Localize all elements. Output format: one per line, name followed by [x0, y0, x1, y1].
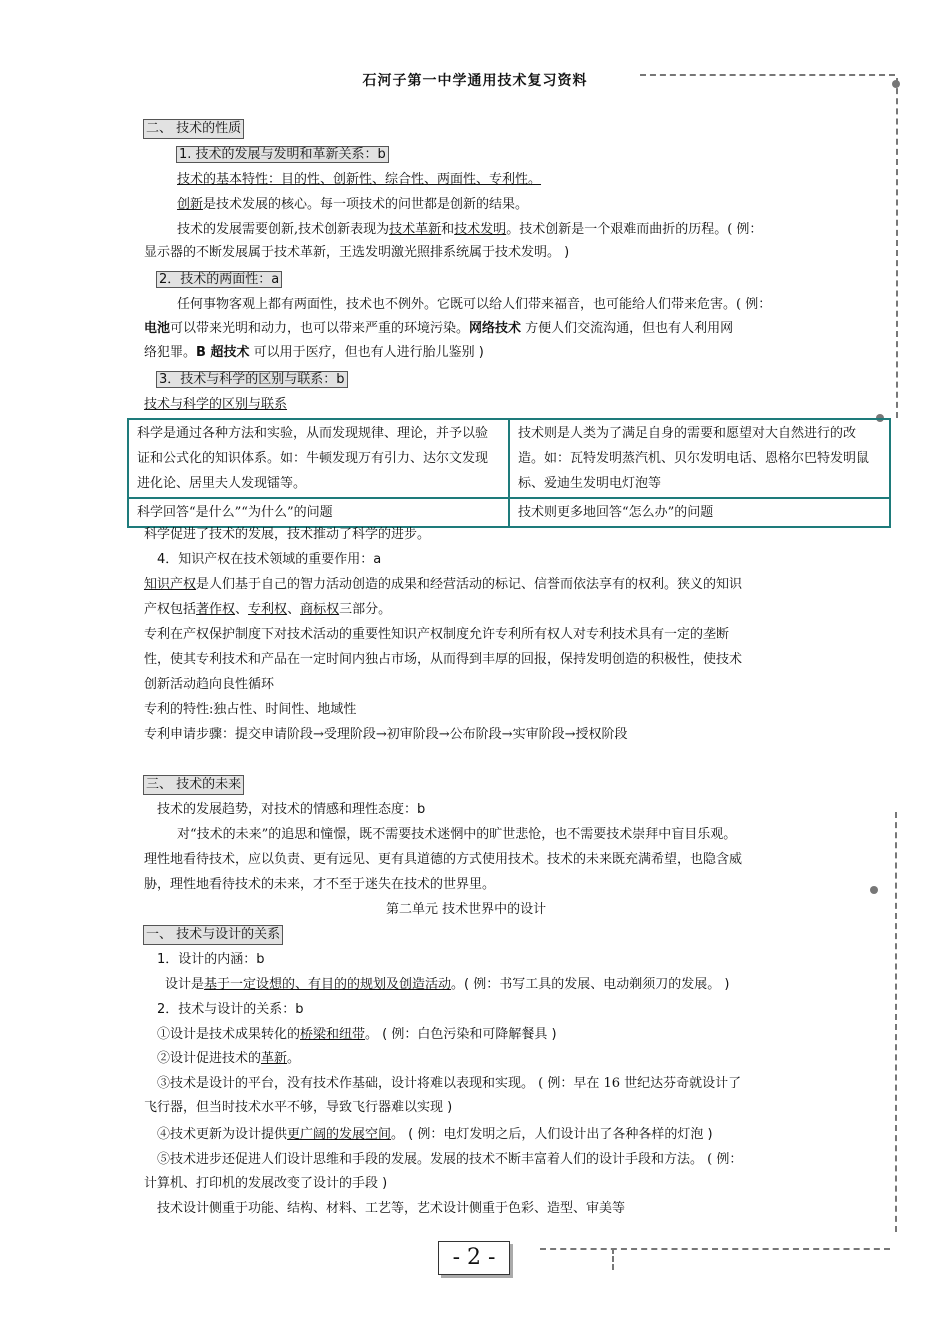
text: 是人们基于自己的智力活动创造的成果和经营活动的标记、信誉而依法享有的权利。狭义的知识 [196, 577, 743, 592]
page-title: 石河子第一中学通用技术复习资料 [362, 73, 588, 89]
section-heading: 一、 技术与设计的关系 [146, 927, 281, 942]
text: 方便人们交流沟通，但也有人利用网 [521, 321, 734, 336]
frame-right-top-line [896, 78, 898, 418]
subheading: 1．设计的内涵：b [157, 952, 265, 967]
paragraph: 专利的特性:独占性、时间性、地域性 [144, 702, 357, 717]
paragraph: 性，使其专利技术和产品在一定时间内独占市场，从而得到丰厚的回报，保持发明创造的积极性，使技术 [144, 652, 743, 667]
text: 技术的发展需要创新,技术创新表现为 [177, 222, 390, 237]
text: ①设计是技术成果转化的 [157, 1027, 301, 1042]
paragraph [177, 196, 528, 214]
paragraph: 显示器的不断发展属于技术革新，王选发明激光照排系统属于技术发明。 ) [144, 245, 570, 260]
frame-left-line [612, 1248, 614, 1270]
text: 可以带来光明和动力，也可以带来严重的环境污染。 [170, 321, 470, 336]
paragraph [144, 601, 391, 619]
unit-title: 第二单元 技术世界中的设计 [386, 902, 547, 917]
page-number: - 2 - [438, 1241, 510, 1275]
text: 、 [235, 602, 249, 617]
subheading [157, 271, 281, 289]
paragraph [165, 976, 729, 994]
subheading: 2．技术与设计的关系：b [157, 1002, 304, 1017]
paragraph [157, 1126, 713, 1144]
text: 络犯罪。 [144, 345, 197, 360]
subheading: 4．知识产权在技术领域的重要作用：a [157, 552, 382, 567]
subheading-text: 3．技术与科学的区别与联系：b [159, 372, 345, 387]
text: 设计是 [165, 977, 205, 992]
keyword: 技术发明 [454, 222, 507, 237]
subheading [157, 371, 347, 389]
table-row [128, 419, 890, 498]
text: 可以用于医疗，但也有人进行胎儿鉴别 ) [249, 345, 484, 360]
paragraph [177, 221, 762, 239]
text: ②设计促进技术的 [157, 1051, 262, 1066]
paragraph: 胁，理性地看待技术的未来，才不至于迷失在技术的世界里。 [144, 877, 496, 892]
text: 三部分。 [339, 602, 392, 617]
frame-right-bottom-line [895, 812, 897, 1232]
paragraph [157, 1050, 300, 1068]
keyword: 著作权 [196, 602, 236, 617]
keyword: 更广阔的发展空间 [287, 1127, 392, 1142]
keyword: 知识产权 [144, 577, 197, 592]
paragraph: 任何事物客观上都有两面性，技术也不例外。它既可以给人们带来福音，也可能给人们带来危害。( 例： [177, 297, 772, 312]
paragraph: 对“技术的未来”的追思和憧憬，既不需要技术迷惘中的旷世悲怆，也不需要技术崇拜中盲目乐观。 [177, 827, 737, 842]
comparison-table [127, 418, 891, 528]
subheading-text: 2．技术的两面性：a [159, 272, 280, 287]
paragraph: 飞行器，但当时技术水平不够，导致飞行器难以实现 ) [144, 1100, 453, 1115]
section-heading: 二、 技术的性质 [146, 121, 242, 136]
paragraph: 创新活动趋向良性循环 [144, 677, 275, 692]
subheading: 技术的发展趋势，对技术的情感和理性态度：b [157, 802, 426, 817]
text: 、 [287, 602, 301, 617]
table-cell: 科学是通过各种方法和实验，从而发现规律、理论，并予以验证和公式化的知识体系。如：牛顿发现万有引力、达尔文发现进化论、居里夫人发现镭等。 [128, 419, 509, 498]
paragraph [144, 344, 484, 362]
subheading [177, 146, 388, 164]
table-row [128, 498, 890, 527]
text: 。技术创新是一个艰难而曲折的历程。( 例： [506, 222, 763, 237]
table-caption: 技术与科学的区别与联系 [144, 397, 288, 412]
keyword: 桥梁和纽带 [300, 1027, 366, 1042]
paragraph: 技术设计侧重于功能、结构、材料、工艺等，艺术设计侧重于色彩、造型、审美等 [157, 1201, 626, 1216]
table-cell: 技术则更多地回答“怎么办”的问题 [509, 498, 890, 527]
keyword: 技术革新 [389, 222, 442, 237]
text: 和 [441, 222, 455, 237]
keyword: B 超技术 [196, 345, 250, 360]
paragraph: 科学促进了技术的发展，技术推动了科学的进步。 [144, 527, 431, 542]
text: 。( 例：书写工具的发展、电动剃须刀的发展。 ) [451, 977, 730, 992]
paragraph: 专利在产权保护制度下对技术活动的重要性知识产权制度允许专利所有权人对专利技术具有一定的垄断 [144, 627, 730, 642]
paragraph [157, 1026, 557, 1044]
paragraph: 技术的基本特性：目的性、创新性、综合性、两面性、专利性。 [177, 172, 542, 187]
table-cell: 技术则是人类为了满足自身的需要和愿望对大自然进行的改造。如：瓦特发明蒸汽机、贝尔发明电话、恩格尔巴特发明鼠标、爱迪生发明电灯泡等 [509, 419, 890, 498]
paragraph: ③技术是设计的平台，没有技术作基础，设计将难以表现和实现。 ( 例：早在 16 世纪达芬奇就设计了 [157, 1076, 742, 1091]
text: 。 [287, 1051, 301, 1066]
keyword: 革新 [261, 1051, 288, 1066]
paragraph [144, 576, 742, 594]
keyword: 创新 [177, 197, 204, 212]
paragraph: 专利申请步骤：提交申请阶段→受理阶段→初审阶段→公布阶段→实审阶段→授权阶段 [144, 727, 628, 742]
table-cell: 科学回答“是什么”“为什么”的问题 [128, 498, 509, 527]
text: 。 ( 例：电灯发明之后，人们设计出了各种各样的灯泡 ) [391, 1127, 713, 1142]
paragraph: 计算机、打印机的发展改变了设计的手段 ) [144, 1176, 388, 1191]
keyword: 专利权 [248, 602, 288, 617]
subheading-text: 1. 技术的发展与发明和革新关系：b [179, 147, 386, 162]
text: 产权包括 [144, 602, 197, 617]
keyword: 基于一定设想的、有目的的规划及创造活动 [204, 977, 452, 992]
section-heading: 三、 技术的未来 [146, 777, 242, 792]
paragraph [144, 320, 733, 338]
text: 。 ( 例：白色污染和可降解餐具 ) [365, 1027, 557, 1042]
frame-bottom-line [540, 1248, 890, 1250]
keyword: 网络技术 [469, 321, 522, 336]
text: 是技术发展的核心。每一项技术的问世都是创新的结果。 [203, 197, 529, 212]
keyword: 商标权 [300, 602, 340, 617]
paragraph: 理性地看待技术，应以负责、更有远见、更有具道德的方式使用技术。技术的未来既充满希望，也隐含威 [144, 852, 743, 867]
paragraph: ⑤技术进步还促进人们设计思维和手段的发展。发展的技术不断丰富着人们的设计手段和方法。 ( 例： [157, 1152, 743, 1167]
frame-dot [870, 886, 878, 894]
text: ④技术更新为设计提供 [157, 1127, 288, 1142]
keyword: 电池 [144, 321, 171, 336]
